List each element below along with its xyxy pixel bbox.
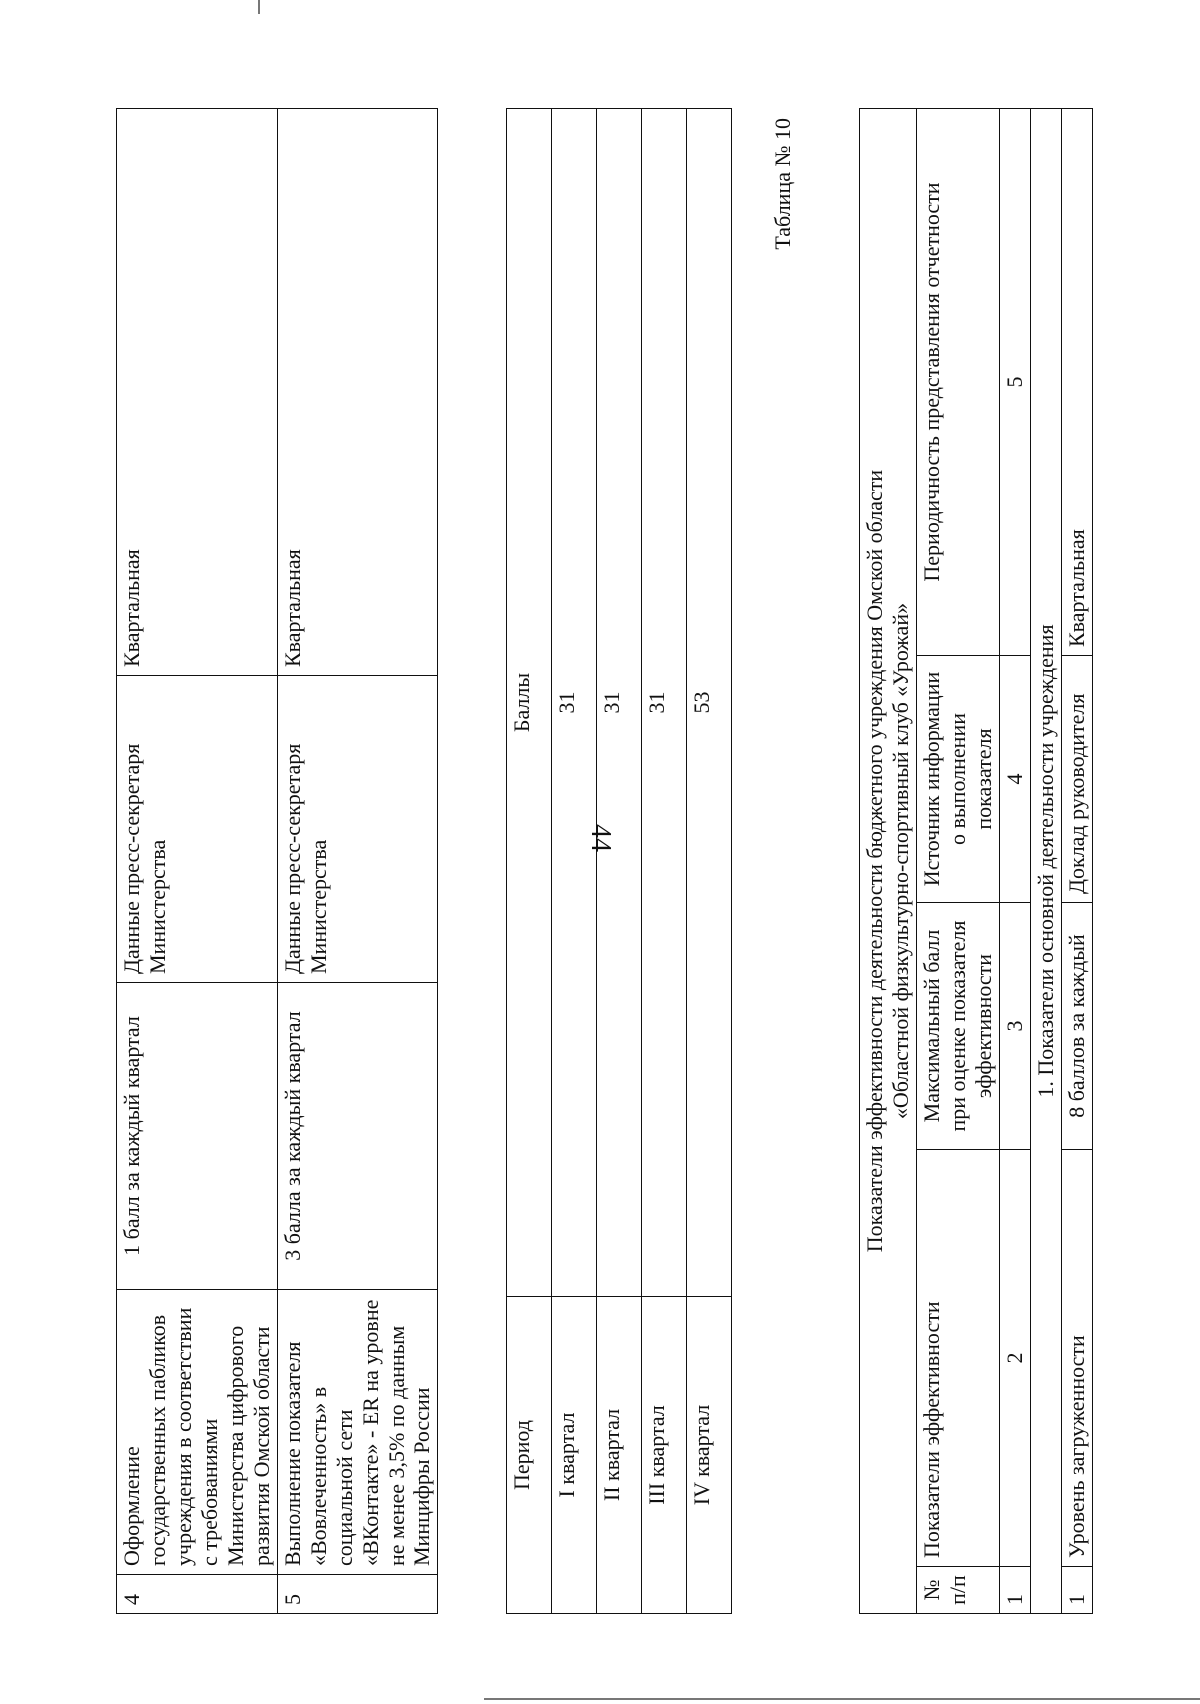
period-cell: III квартал [642, 1297, 687, 1614]
points-cell: 31 [597, 109, 642, 1297]
table-row [1061, 109, 1092, 1614]
table-row [552, 109, 597, 1614]
source-cell: Данные пресс-секретаря Министерства [277, 676, 438, 983]
col-number-3: 3 [999, 903, 1030, 1150]
table-top [116, 108, 438, 1614]
page-number: 44 [585, 824, 616, 852]
scan-mark-top [258, 0, 260, 14]
row-number: 5 [277, 1575, 438, 1614]
period-cell: Квартальная [277, 109, 438, 676]
table-row [117, 109, 278, 1614]
table-title-row [860, 109, 917, 1614]
scan-mark-bottom [484, 1698, 1200, 1700]
table-periods [506, 108, 732, 1614]
indicator-cell: Оформление государственных пабликов учреждения в соответствии с требованиями Министерства цифрового развития Омской области [117, 1290, 278, 1575]
table-title-line2: «Областной физкультурно-спортивный клуб «Урожай» [887, 602, 913, 1120]
period-cell: Квартальная [117, 109, 278, 676]
table-row [642, 109, 687, 1614]
table-row [277, 109, 438, 1614]
indicator-cell: Уровень загруженности [1061, 1150, 1092, 1567]
points-cell: 53 [687, 109, 732, 1297]
col-number-5: 5 [999, 109, 1030, 656]
header-indicator: Показатели эффективности [916, 1150, 999, 1567]
header-source: Источник информации о выполнении показателя [916, 656, 999, 903]
points-cell: 31 [552, 109, 597, 1297]
score-cell: 8 баллов за каждый [1061, 903, 1092, 1150]
source-cell: Доклад руководителя [1061, 656, 1092, 903]
header-points: Баллы [507, 109, 552, 1297]
indicator-cell: Выполнение показателя «Вовлеченность» в социальной сети «ВКонтакте» - ER на уровне не менее 3,5% по данным Минцифры России [277, 1290, 438, 1575]
col-number-1: 1 [999, 1567, 1030, 1614]
table-title-line1: Показатели эффективности деятельности бюджетного учреждения Омской области [862, 469, 887, 1253]
score-cell: 1 балл за каждый квартал [117, 983, 278, 1290]
landscape-sheet [116, 104, 1089, 1618]
table-caption: Таблица № 10 [770, 118, 795, 250]
section-row [1030, 109, 1061, 1614]
col-number-2: 2 [999, 1150, 1030, 1567]
row-number: 1 [1061, 1567, 1092, 1614]
header-number: № п/п [916, 1567, 999, 1614]
period-cell: I квартал [552, 1297, 597, 1614]
points-cell: 31 [642, 109, 687, 1297]
table-row [687, 109, 732, 1614]
header-max-score: Максимальный балл при оценке показателя эффективности [916, 903, 999, 1150]
header-period: Период [507, 1297, 552, 1614]
column-numbers-row [999, 109, 1030, 1614]
header-period: Периодичность представления отчетности [916, 109, 999, 656]
table-header-row [916, 109, 999, 1614]
section-title: 1. Показатели основной деятельности учреждения [1030, 109, 1061, 1614]
score-cell: 3 балла за каждый квартал [277, 983, 438, 1290]
period-cell: IV квартал [687, 1297, 732, 1614]
table-row [597, 109, 642, 1614]
row-number: 4 [117, 1575, 278, 1614]
period-cell: II квартал [597, 1297, 642, 1614]
source-cell: Данные пресс-секретаря Министерства [117, 676, 278, 983]
table-bottom [859, 108, 1093, 1614]
period-cell: Квартальная [1061, 109, 1092, 656]
col-number-4: 4 [999, 656, 1030, 903]
table-title [860, 109, 917, 1614]
table-header-row [507, 109, 552, 1614]
